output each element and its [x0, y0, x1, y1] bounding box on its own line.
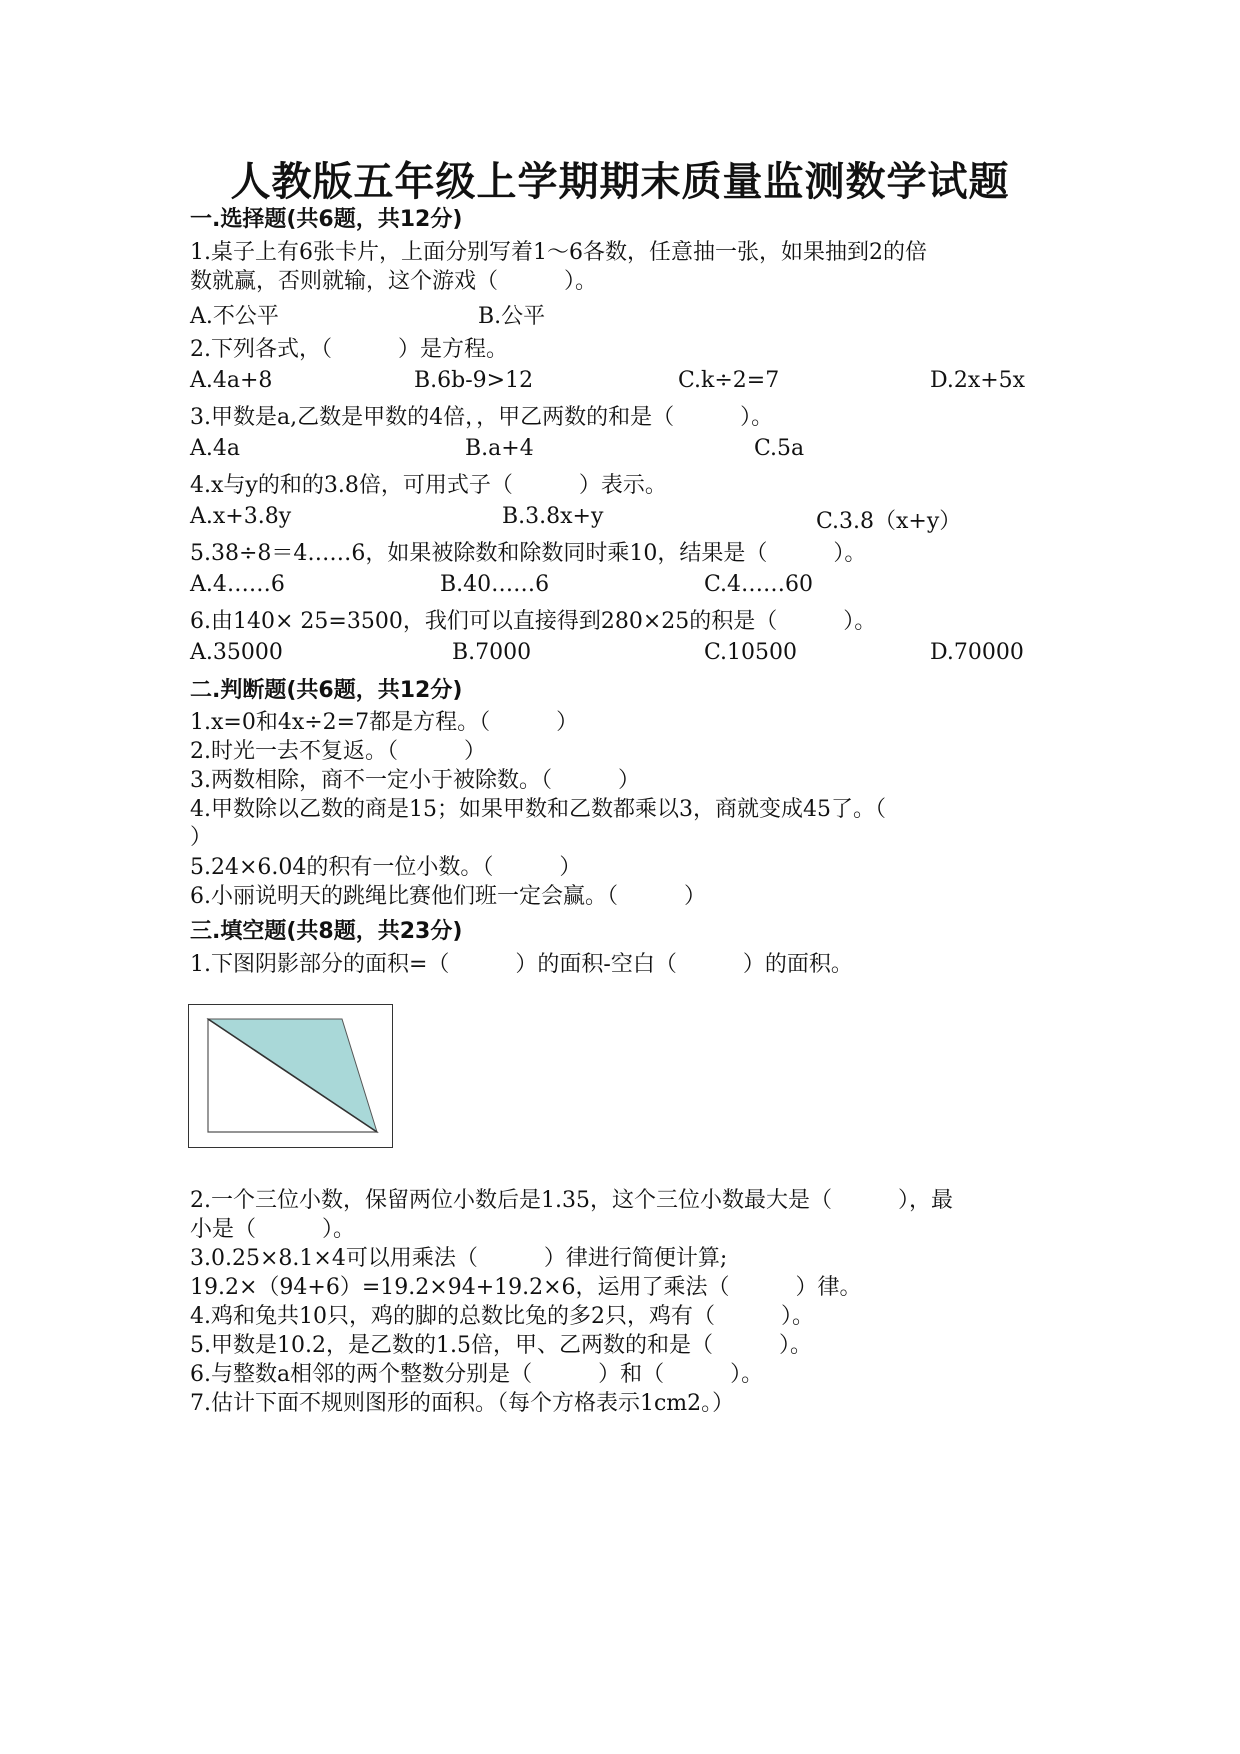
choice-q4-option-b: B.3.8x+y — [502, 504, 604, 529]
choice-q3: 3.甲数是a,乙数是甲数的4倍，，甲乙两数的和是（ ）。 — [190, 405, 774, 430]
section-heading-fill: 三.填空题(共8题，共23分) — [190, 919, 463, 944]
judge-q1: 1.x=0和4x÷2=7都是方程。（ ） — [190, 710, 579, 735]
choice-q6: 6.由140× 25=3500，我们可以直接得到280×25的积是（ ）。 — [190, 609, 877, 634]
fill-q7: 7.估计下面不规则图形的面积。（每个方格表示1cm2。） — [190, 1391, 735, 1416]
choice-q2-option-d: D.2x+5x — [930, 368, 1026, 393]
choice-q6-option-d: D.70000 — [930, 640, 1024, 665]
judge-q6: 6.小丽说明天的跳绳比赛他们班一定会赢。（ ） — [190, 884, 706, 909]
fill-q2-line1: 2.一个三位小数，保留两位小数后是1.35，这个三位小数最大是（ ），最 — [190, 1188, 953, 1213]
page-title: 人教版五年级上学期期末质量监测数学试题 — [230, 158, 1010, 205]
choice-q1-option-b: B.公平 — [478, 304, 546, 329]
judge-q5: 5.24×6.04的积有一位小数。（ ） — [190, 855, 582, 880]
fill-q3-line2: 19.2×（94+6）=19.2×94+19.2×6，运用了乘法（ ）律。 — [190, 1275, 862, 1300]
judge-q4-line2: ） — [190, 825, 213, 850]
choice-q3-option-a: A.4a — [190, 436, 240, 461]
choice-q2-option-c: C.k÷2=7 — [678, 368, 780, 393]
choice-q2: 2.下列各式，（ ）是方程。 — [190, 337, 508, 362]
fill-q4: 4.鸡和兔共10只，鸡的脚的总数比兔的多2只，鸡有（ ）。 — [190, 1304, 814, 1329]
choice-q6-option-b: B.7000 — [452, 640, 532, 665]
choice-q2-option-a: A.4a+8 — [190, 368, 273, 393]
choice-q5-option-c: C.4……60 — [704, 572, 814, 597]
choice-q4-option-a: A.x+3.8y — [190, 504, 292, 529]
judge-q3: 3.两数相除，商不一定小于被除数。（ ） — [190, 768, 640, 793]
choice-q3-option-b: B.a+4 — [465, 436, 534, 461]
fill-q5: 5.甲数是10.2，是乙数的1.5倍，甲、乙两数的和是（ ）。 — [190, 1333, 812, 1358]
fill-q6: 6.与整数a相邻的两个整数分别是（ ）和（ ）。 — [190, 1362, 764, 1387]
choice-q3-option-c: C.5a — [754, 436, 805, 461]
choice-q5: 5.38÷8＝4……6，如果被除数和除数同时乘10，结果是（ ）。 — [190, 541, 867, 566]
fill-q3-line1: 3.0.25×8.1×4可以用乘法（ ）律进行简便计算; — [190, 1246, 728, 1271]
choice-q4: 4.x与y的和的3.8倍，可用式子（ ）表示。 — [190, 473, 667, 498]
choice-q1-line1: 1.桌子上有6张卡片，上面分别写着1～6各数，任意抽一张，如果抽到2的倍 — [190, 240, 927, 265]
choice-q1-line2: 数就赢，否则就输，这个游戏（ ）。 — [190, 269, 598, 294]
choice-q2-option-b: B.6b-9>12 — [414, 368, 534, 393]
fill-q2-line2: 小是（ ）。 — [190, 1217, 356, 1242]
judge-q2: 2.时光一去不复返。（ ） — [190, 739, 486, 764]
judge-q4-line1: 4.甲数除以乙数的商是15；如果甲数和乙数都乘以3，商就变成45了。（ — [190, 797, 886, 822]
choice-q6-option-c: C.10500 — [704, 640, 798, 665]
choice-q5-option-b: B.40……6 — [440, 572, 550, 597]
section-heading-choice: 一.选择题(共6题，共12分) — [190, 207, 463, 232]
section-heading-judge: 二.判断题(共6题，共12分) — [190, 678, 463, 703]
shaded-area-figure — [188, 1004, 393, 1148]
choice-q1-option-a: A.不公平 — [190, 304, 279, 329]
trapezoid-diagram — [189, 1005, 391, 1146]
choice-q6-option-a: A.35000 — [190, 640, 283, 665]
fill-q1: 1.下图阴影部分的面积=（ ）的面积-空白（ ）的面积。 — [190, 952, 853, 977]
choice-q5-option-a: A.4……6 — [190, 572, 285, 597]
choice-q4-option-c: C.3.8（x+y） — [816, 509, 962, 534]
